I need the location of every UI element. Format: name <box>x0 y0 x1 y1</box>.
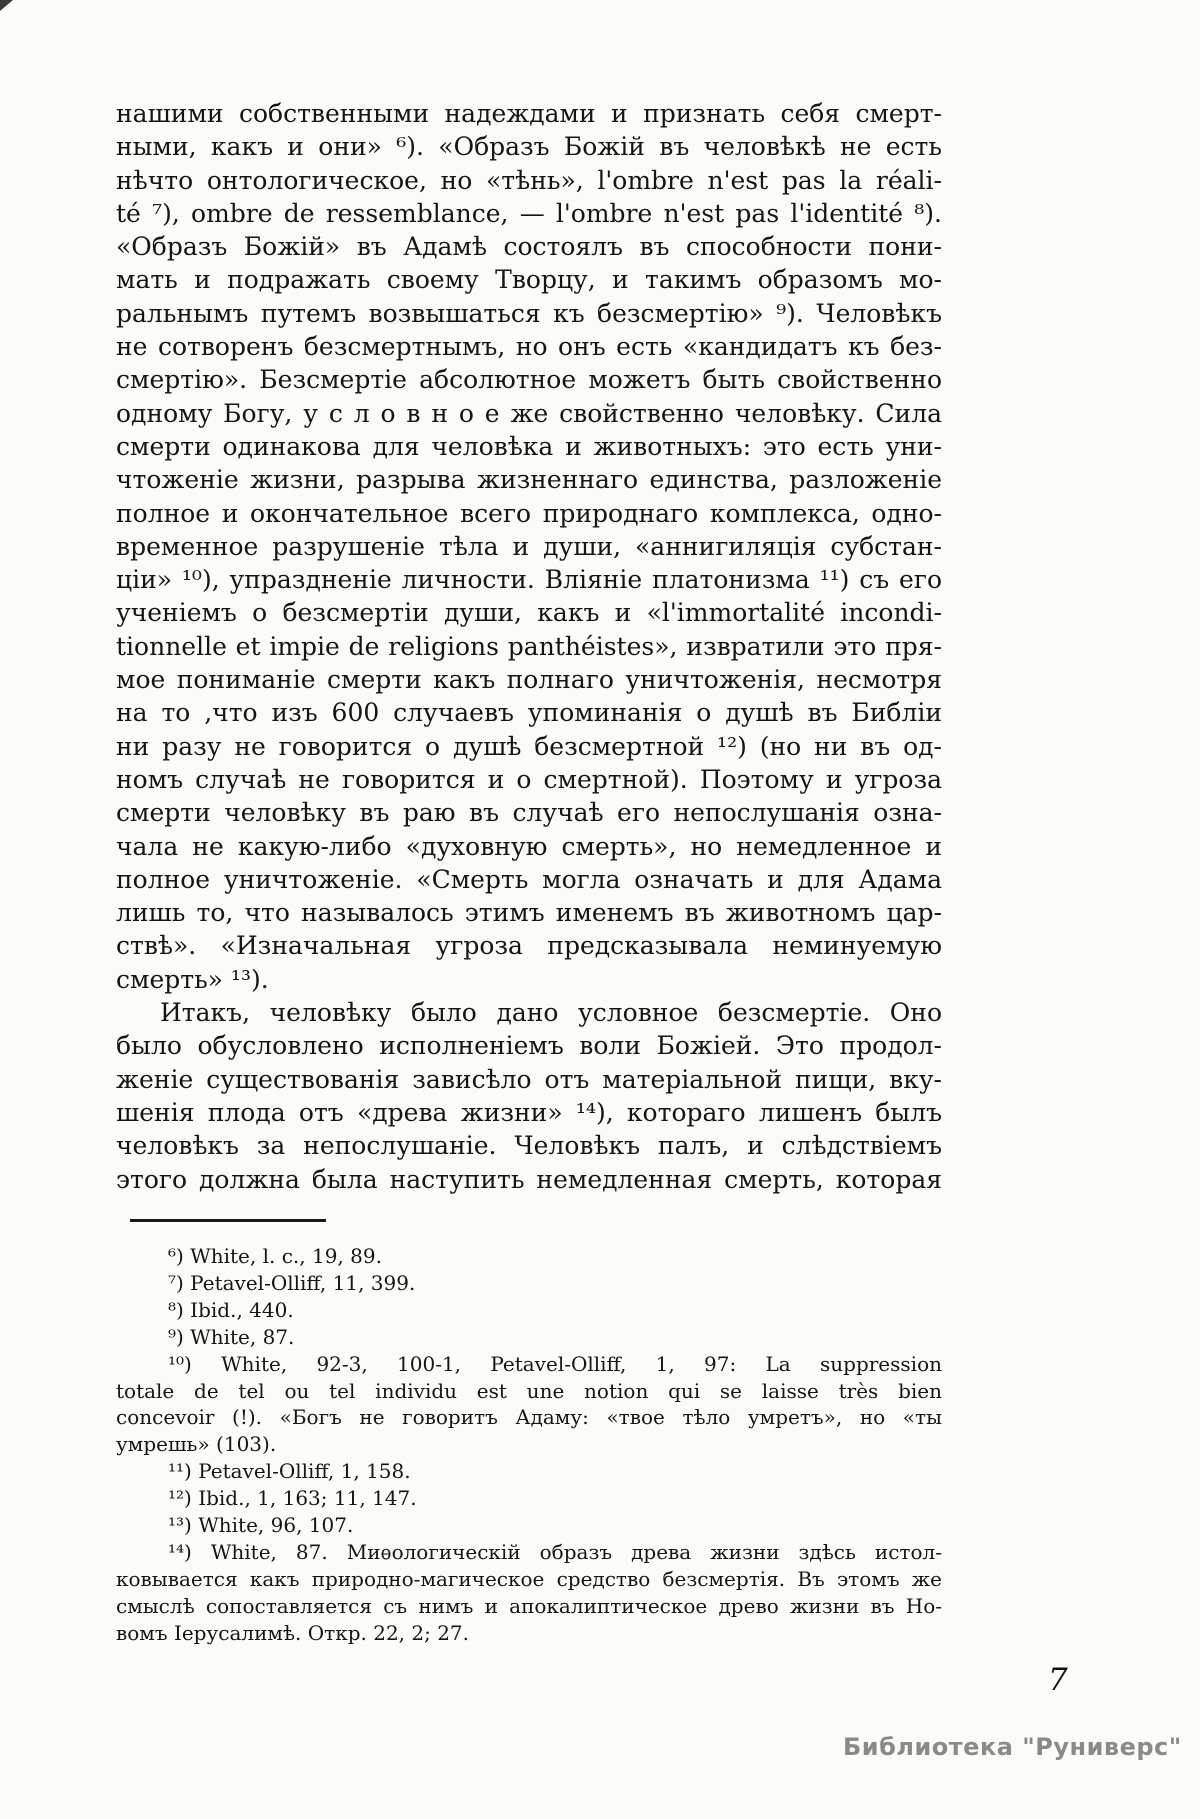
body-line: номъ случаѣ не говорится и о смертной). Поэтому и угроза <box>116 764 942 794</box>
body-line: лишь то, что называлось этимъ именемъ въ животномъ цар- <box>116 898 942 928</box>
body-line: шенія плода отъ «древа жизни» ¹⁴), котораго лишенъ былъ <box>116 1097 942 1127</box>
body-line: чтоженіе жизни, разрыва жизненнаго единства, разложеніе <box>116 465 942 495</box>
footnote-line: ⁹) White, 87. <box>168 1324 295 1349</box>
body-line: этого должна была наступить немедленная смерть, которая <box>116 1164 942 1194</box>
footnote-line: ⁶) White, l. c., 19, 89. <box>168 1244 382 1268</box>
footnote-separator <box>130 1219 326 1222</box>
body-line: нѣчто онтологическое, но «тѣнь», l'ombre n'est pas la réali- <box>116 165 942 195</box>
body-line: ными, какъ и они» ⁶). «Образъ Божій въ человѣкѣ не есть <box>116 132 942 162</box>
footnote-line: ⁷) Petavel-Olliff, 11, 399. <box>168 1270 416 1295</box>
body-line: мое пониманіе смерти какъ полнаго уничтоженія, несмотря <box>116 665 942 695</box>
footnote-line: ковывается какъ природно-магическое средство безсмертія. Въ этомъ же <box>116 1566 942 1591</box>
body-line: чала не какую-либо «духовную смерть», но немедленное и <box>116 831 942 861</box>
body-line: смерти человѣку въ раю въ случаѣ его непослушанія озна- <box>116 798 942 828</box>
footnote-line: ¹⁰) White, 92-3, 100-1, Petavel-Olliff, 1, 97: La suppression <box>168 1351 942 1376</box>
footnote-line: concevoir (!). «Богъ не говоритъ Адаму: «твое тѣло умретъ», но «ты <box>116 1405 942 1430</box>
body-line: нашими собственными надеждами и признать себя смерт- <box>116 99 942 128</box>
footnote-line: смыслѣ сопоставляется съ нимъ и апокалиптическое древо жизни въ Но- <box>116 1593 942 1618</box>
page-number: 7 <box>1048 1662 1068 1698</box>
body-line: было обусловлено исполненіемъ воли Божіей. Это продол- <box>116 1031 942 1061</box>
body-line: человѣкъ за непослушаніе. Человѣкъ палъ, и слѣдствіемъ <box>116 1131 942 1161</box>
body-line: мать и подражать своему Творцу, и такимъ образомъ мо- <box>116 265 942 295</box>
body-line: на то ,что изъ 600 случаевъ упоминанія о душѣ въ Библіи <box>116 698 942 728</box>
body-line: tionnelle et impie de religions panthéistes», извратили это пря- <box>116 631 942 661</box>
body-line: одному Богу, у с л о в н о е же свойственно человѣку. Сила <box>116 398 942 428</box>
footnote-line: ¹⁴) White, 87. Миѳологическій образъ древа жизни здѣсь истол- <box>168 1539 942 1564</box>
body-line: временное разрушеніе тѣла и души, «аннигиляція субстан- <box>116 531 942 561</box>
body-line: не сотворенъ безсмертнымъ, но онъ есть «кандидатъ къ без- <box>116 332 942 362</box>
body-line: полное уничтоженіе. «Смерть могла означать и для Адама <box>116 864 942 894</box>
library-watermark: Библиотека "Руниверс" <box>843 1733 1182 1761</box>
footnote-line: ¹¹) Petavel-Olliff, 1, 158. <box>168 1459 411 1484</box>
body-line: ствѣ». «Изначальная угроза предсказывала неминуемую <box>116 931 942 961</box>
body-line: полное и окончательное всего природнаго комплекса, одно- <box>116 498 942 528</box>
footnote-line: вомъ Іерусалимѣ. Откр. 22, 2; 27. <box>116 1620 470 1645</box>
body-line: té ⁷), ombre de ressemblance, — l'ombre n'est pas l'identité ⁸). <box>116 198 942 228</box>
body-line: ціи» ¹⁰), упраздненіе личности. Вліяніе платонизма ¹¹) съ его <box>116 565 942 595</box>
body-line: «Образъ Божій» въ Адамѣ состоялъ въ способности пони- <box>116 232 942 262</box>
body-line: смерти одинакова для человѣка и животныхъ: это есть уни- <box>116 431 942 461</box>
body-line: смерть» ¹³). <box>116 964 269 994</box>
body-text <box>116 97 942 1196</box>
footnote-line: ⁸) Ibid., 440. <box>168 1297 294 1322</box>
body-line: ральнымъ путемъ возвышаться къ безсмертію» ⁹). Человѣкъ <box>116 298 942 328</box>
body-line: женіе существованія зависѣло отъ матеріальной пищи, вку- <box>116 1064 942 1094</box>
body-line: ни разу не говорится о душѣ безсмертной ¹²) (но ни въ од- <box>116 731 942 761</box>
footnotes <box>116 1243 942 1647</box>
footnote-line: умрешь» (103). <box>116 1432 277 1457</box>
footnote-line: totale de tel ou tel individu est une notion qui se laisse très bien <box>116 1378 942 1403</box>
body-line: смертію». Безсмертіе абсолютное можетъ быть свойственно <box>116 365 942 395</box>
scan-corner-artifact <box>0 0 13 11</box>
footnote-line: ¹²) Ibid., 1, 163; 11, 147. <box>168 1486 417 1511</box>
body-line: ученіемъ о безсмертіи души, какъ и «l'immortalité incondi- <box>116 598 942 628</box>
body-line paragraph-start: Итакъ, человѣку было дано условное безсмертіе. Оно <box>160 998 942 1028</box>
footnote-line: ¹³) White, 96, 107. <box>168 1513 354 1538</box>
